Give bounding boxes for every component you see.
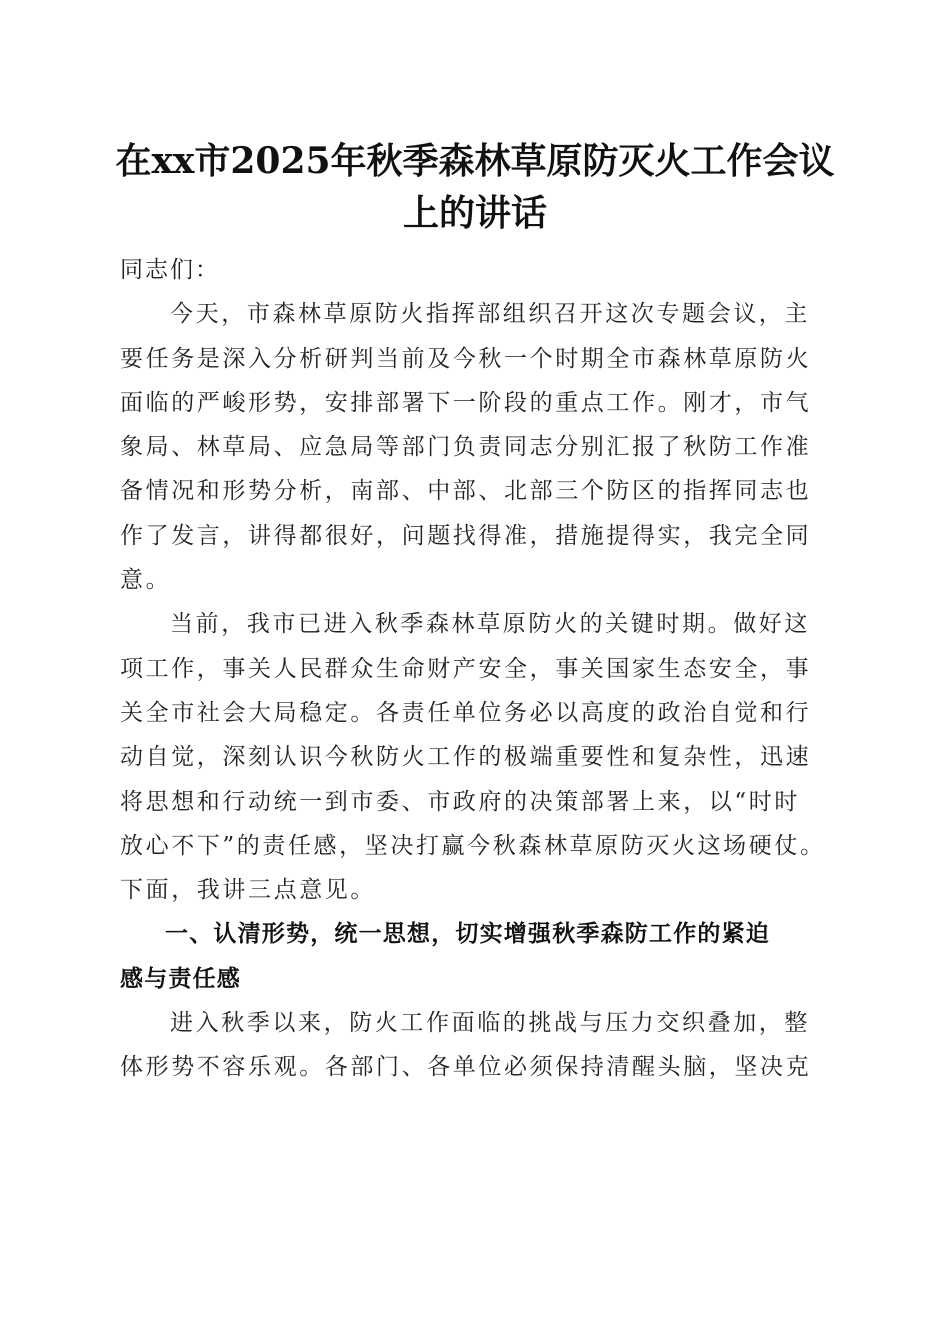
paragraph-line: 项工作，事关人民群众生命财产安全，事关国家生态安全，事	[120, 655, 812, 682]
heading-line: 感与责任感	[120, 965, 241, 992]
title-line: 在xx市2025年秋季森林草原防灭火工作会议	[115, 140, 835, 182]
paragraph-line: 当前，我市已进入秋季森林草原防火的关键时期。做好这	[170, 611, 810, 638]
paragraph-line: 象局、林草局、应急局等部门负责同志分别汇报了秋防工作准	[120, 434, 812, 461]
heading-line: 一、认清形势，统一思想，切实增强秋季森防工作的紧迫	[165, 921, 770, 948]
paragraph-line: 体形势不容乐观。各部门、各单位必须保持清醒头脑，坚决克	[120, 1054, 812, 1081]
speech-body	[120, 248, 840, 1090]
paragraph-line: 作了发言，讲得都很好，问题找得准，措施提得实，我完全同	[120, 522, 812, 549]
speech-title	[90, 135, 860, 239]
greeting	[120, 248, 840, 292]
paragraph-line: 动自觉，深刻认识今秋防火工作的极端重要性和复杂性，迅速	[120, 744, 812, 771]
paragraph-current-situation	[120, 602, 840, 912]
paragraph-line: 下面，我讲三点意见。	[120, 877, 376, 904]
paragraph-opening	[120, 292, 840, 602]
paragraph-line: 面临的严峻形势，安排部署下一阶段的重点工作。刚才，市气	[120, 389, 812, 416]
paragraph-line: 关全市社会大局稳定。各责任单位务必以高度的政治自觉和行	[120, 699, 812, 726]
paragraph-line: 今天，市森林草原防火指挥部组织召开这次专题会议，主	[170, 301, 810, 328]
paragraph-line: 进入秋季以来，防火工作面临的挑战与压力交织叠加，整	[170, 1010, 810, 1037]
paragraph-line: 意。	[120, 567, 172, 594]
paragraph-line: 要任务是深入分析研判当前及今秋一个时期全市森林草原防火	[120, 345, 812, 372]
title-line: 上的讲话	[402, 192, 547, 234]
paragraph-line: 将思想和行动统一到市委、市政府的决策部署上来，以“时时	[120, 788, 800, 815]
paragraph-line: 放心不下”的责任感，坚决打赢今秋森林草原防灭火这场硬仗。	[120, 832, 826, 859]
section-heading	[120, 912, 840, 1001]
greeting-text: 同志们：	[120, 257, 220, 283]
paragraph-line: 备情况和形势分析，南部、中部、北部三个防区的指挥同志也	[120, 478, 812, 505]
paragraph-section-one	[120, 1001, 840, 1090]
